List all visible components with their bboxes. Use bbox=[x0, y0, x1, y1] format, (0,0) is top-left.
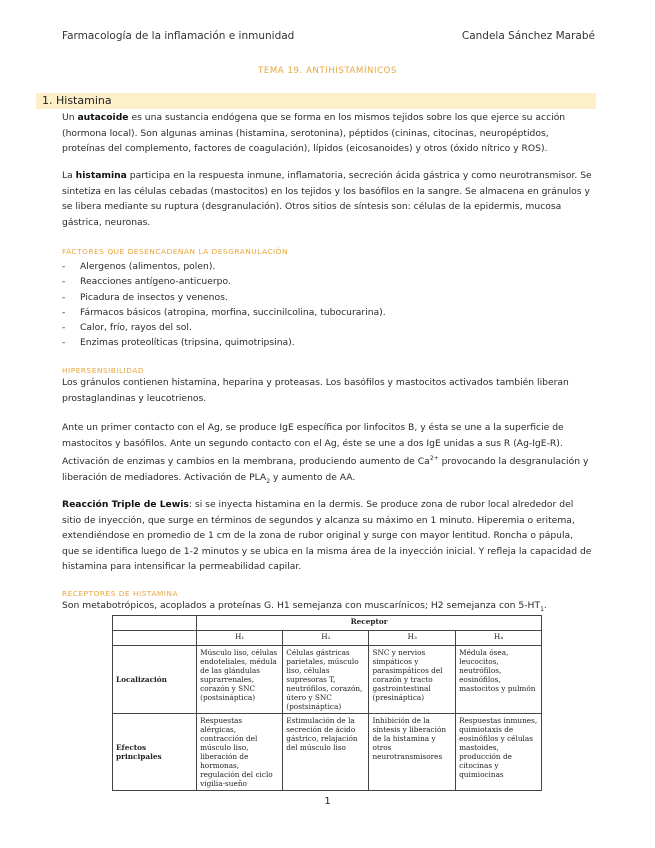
receptor-table bbox=[112, 615, 542, 791]
receptores-heading: RECEPTORES DE HISTAMINA bbox=[62, 589, 179, 598]
rec-text-a: Son metabotrópicos, acoplados a proteínas G. H1 semejanza con muscarínicos; H2 semejanza con 5-HT bbox=[62, 600, 541, 611]
table-cell: Respuestas alérgicas, contracción del músculo liso, liberación de hormonas, regulación del ciclo vigilia-sueño bbox=[197, 714, 283, 791]
column-header: H₃ bbox=[369, 631, 456, 646]
hs-p2-b: provocando la desgranulación y liberación de mediadores. Activación de PLA bbox=[62, 456, 589, 483]
histamina-paragraph bbox=[62, 168, 592, 230]
rec-text-sub: 1 bbox=[540, 605, 544, 613]
table-row bbox=[113, 714, 542, 791]
hs-p2-sub: 2 bbox=[266, 477, 271, 485]
section-highlight bbox=[36, 93, 596, 109]
lewis-text: : si se inyecta histamina en la dermis. Se produce zona de rubor local alrededor del sitio de inyección, que surge en términos de segundos y alcanza su máximo en 1 minuto. Hiperemia o eritema, extendiéndose en promedio de 1 cm de la zona de rubor original y surge con mayor lentitud. Roncha o pápula, que se identifica luego de 1-2 minutos y se ubica en la misma área de la inyección inicial. Y refleja la capacidad de histamina para intensificar la permeabilidad capilar. bbox=[62, 499, 592, 572]
row-header: Localización bbox=[113, 646, 197, 714]
column-header: H₁ bbox=[197, 631, 283, 646]
column-header: H₄ bbox=[456, 631, 542, 646]
intro-paragraph bbox=[62, 110, 592, 157]
table-corner-2 bbox=[113, 631, 197, 646]
histamina-pre: La bbox=[62, 170, 76, 181]
page-number: 1 bbox=[324, 796, 331, 807]
table-group-header: Receptor bbox=[197, 616, 542, 631]
lewis-term: Reacción Triple de Lewis bbox=[62, 499, 189, 510]
table-cell: Inhibición de la síntesis y liberación de la histamina y otros neurotransmisores bbox=[369, 714, 456, 791]
table-cell: Estimulación de la secreción de ácido gástrico, relajación del músculo liso bbox=[283, 714, 369, 791]
intro-term: autacoide bbox=[77, 112, 129, 123]
table-cell: Células gástricas parietales, músculo liso, células supresoras T, neutrófilos, corazón, útero y SNC (postsináptica) bbox=[283, 646, 369, 714]
table-corner bbox=[113, 616, 197, 631]
column-header: H₂ bbox=[283, 631, 369, 646]
list-item: - Calor, frío, rayos del sol. bbox=[62, 320, 386, 335]
histamina-term: histamina bbox=[75, 170, 127, 181]
list-item: - Picadura de insectos y venenos. bbox=[62, 290, 386, 305]
list-item: - Reacciones antígeno-anticuerpo. bbox=[62, 274, 386, 289]
factores-heading: FACTORES QUE DESENCADENAN LA DESGRANULACIÓN bbox=[62, 247, 289, 256]
table-cell: Médula ósea, leucocitos, neutrófilos, eosinófilos, mastocitos y pulmón bbox=[456, 646, 542, 714]
hs-p2-a: Ante un primer contacto con el Ag, se produce IgE específica por linfocitos B, y ésta se une a la superficie de mastocitos y basófilos. Ante un segundo contacto con el Ag, éste se une a dos IgE unidas a sus R (Ag-IgE-R). Activación de enzimas y cambios en la membrana, produciendo aumento de Ca bbox=[62, 422, 564, 468]
table-cell: Músculo liso, células endoteliales, médula de las glándulas suprarrenales, corazón y SNC (postsináptica) bbox=[197, 646, 283, 714]
rec-text-b: . bbox=[543, 600, 547, 611]
hipersensibilidad-paragraph-2 bbox=[62, 420, 592, 489]
factores-list bbox=[62, 259, 386, 351]
row-header: Efectos principales bbox=[113, 714, 197, 791]
lewis-paragraph bbox=[62, 497, 592, 575]
hs-p2-c: y aumento de AA. bbox=[270, 471, 356, 483]
intro-pre: Un bbox=[62, 112, 78, 123]
document-header-author: Candela Sánchez Marabé bbox=[461, 30, 595, 42]
table-cell: SNC y nervios simpáticos y parasimpáticos del corazón y tracto gastrointestinal (presináptica) bbox=[369, 646, 456, 714]
list-item: - Enzimas proteolíticas (tripsina, quimotripsina). bbox=[62, 335, 386, 350]
hipersensibilidad-heading: HIPERSENSIBILIDAD bbox=[62, 366, 145, 375]
list-item: - Alergenos (alimentos, polen). bbox=[62, 259, 386, 274]
document-header-subject: Farmacología de la inflamación e inmunidad bbox=[62, 30, 295, 42]
histamina-text: participa en la respuesta inmune, inflamatoria, secreción ácida gástrica y como neurotransmisor. Se sintetiza en las células cebadas (mastocitos) en los tejidos y los basófilos en la sangre. Se almacena en gránulos y se libera mediante su ruptura (desgranulación). Otros sitios de síntesis son: células de la epidermis, mucosa gástrica, neuronas. bbox=[62, 170, 592, 228]
hs-p2-sup: 2+ bbox=[429, 455, 439, 462]
list-item: - Fármacos básicos (atropina, morfina, succinilcolina, tubocurarina). bbox=[62, 305, 386, 320]
intro-text: es una sustancia endógena que se forma en los mismos tejidos sobre los que ejerce su acción (hormona local). Son algunas aminas (histamina, serotonina), péptidos (cininas, citocinas, neuropéptidos, proteínas del complemento, factores de coagulación), lípidos (eicosanoides) y otros (óxido nítrico y ROS). bbox=[62, 112, 566, 154]
table-row bbox=[113, 646, 542, 714]
table-cell: Respuestas inmunes, quimiotaxis de eosinófilos y células mastoides, producción de citocinas y quimiocinas bbox=[456, 714, 542, 791]
section-title: 1. Histamina bbox=[42, 94, 112, 107]
topic-title: TEMA 19. ANTIHISTAMÍNICOS bbox=[258, 66, 397, 76]
hipersensibilidad-paragraph-1: Los gránulos contienen histamina, heparina y proteasas. Los basófilos y mastocitos activados también liberan prostaglandinas y leucotrienos. bbox=[62, 377, 569, 404]
